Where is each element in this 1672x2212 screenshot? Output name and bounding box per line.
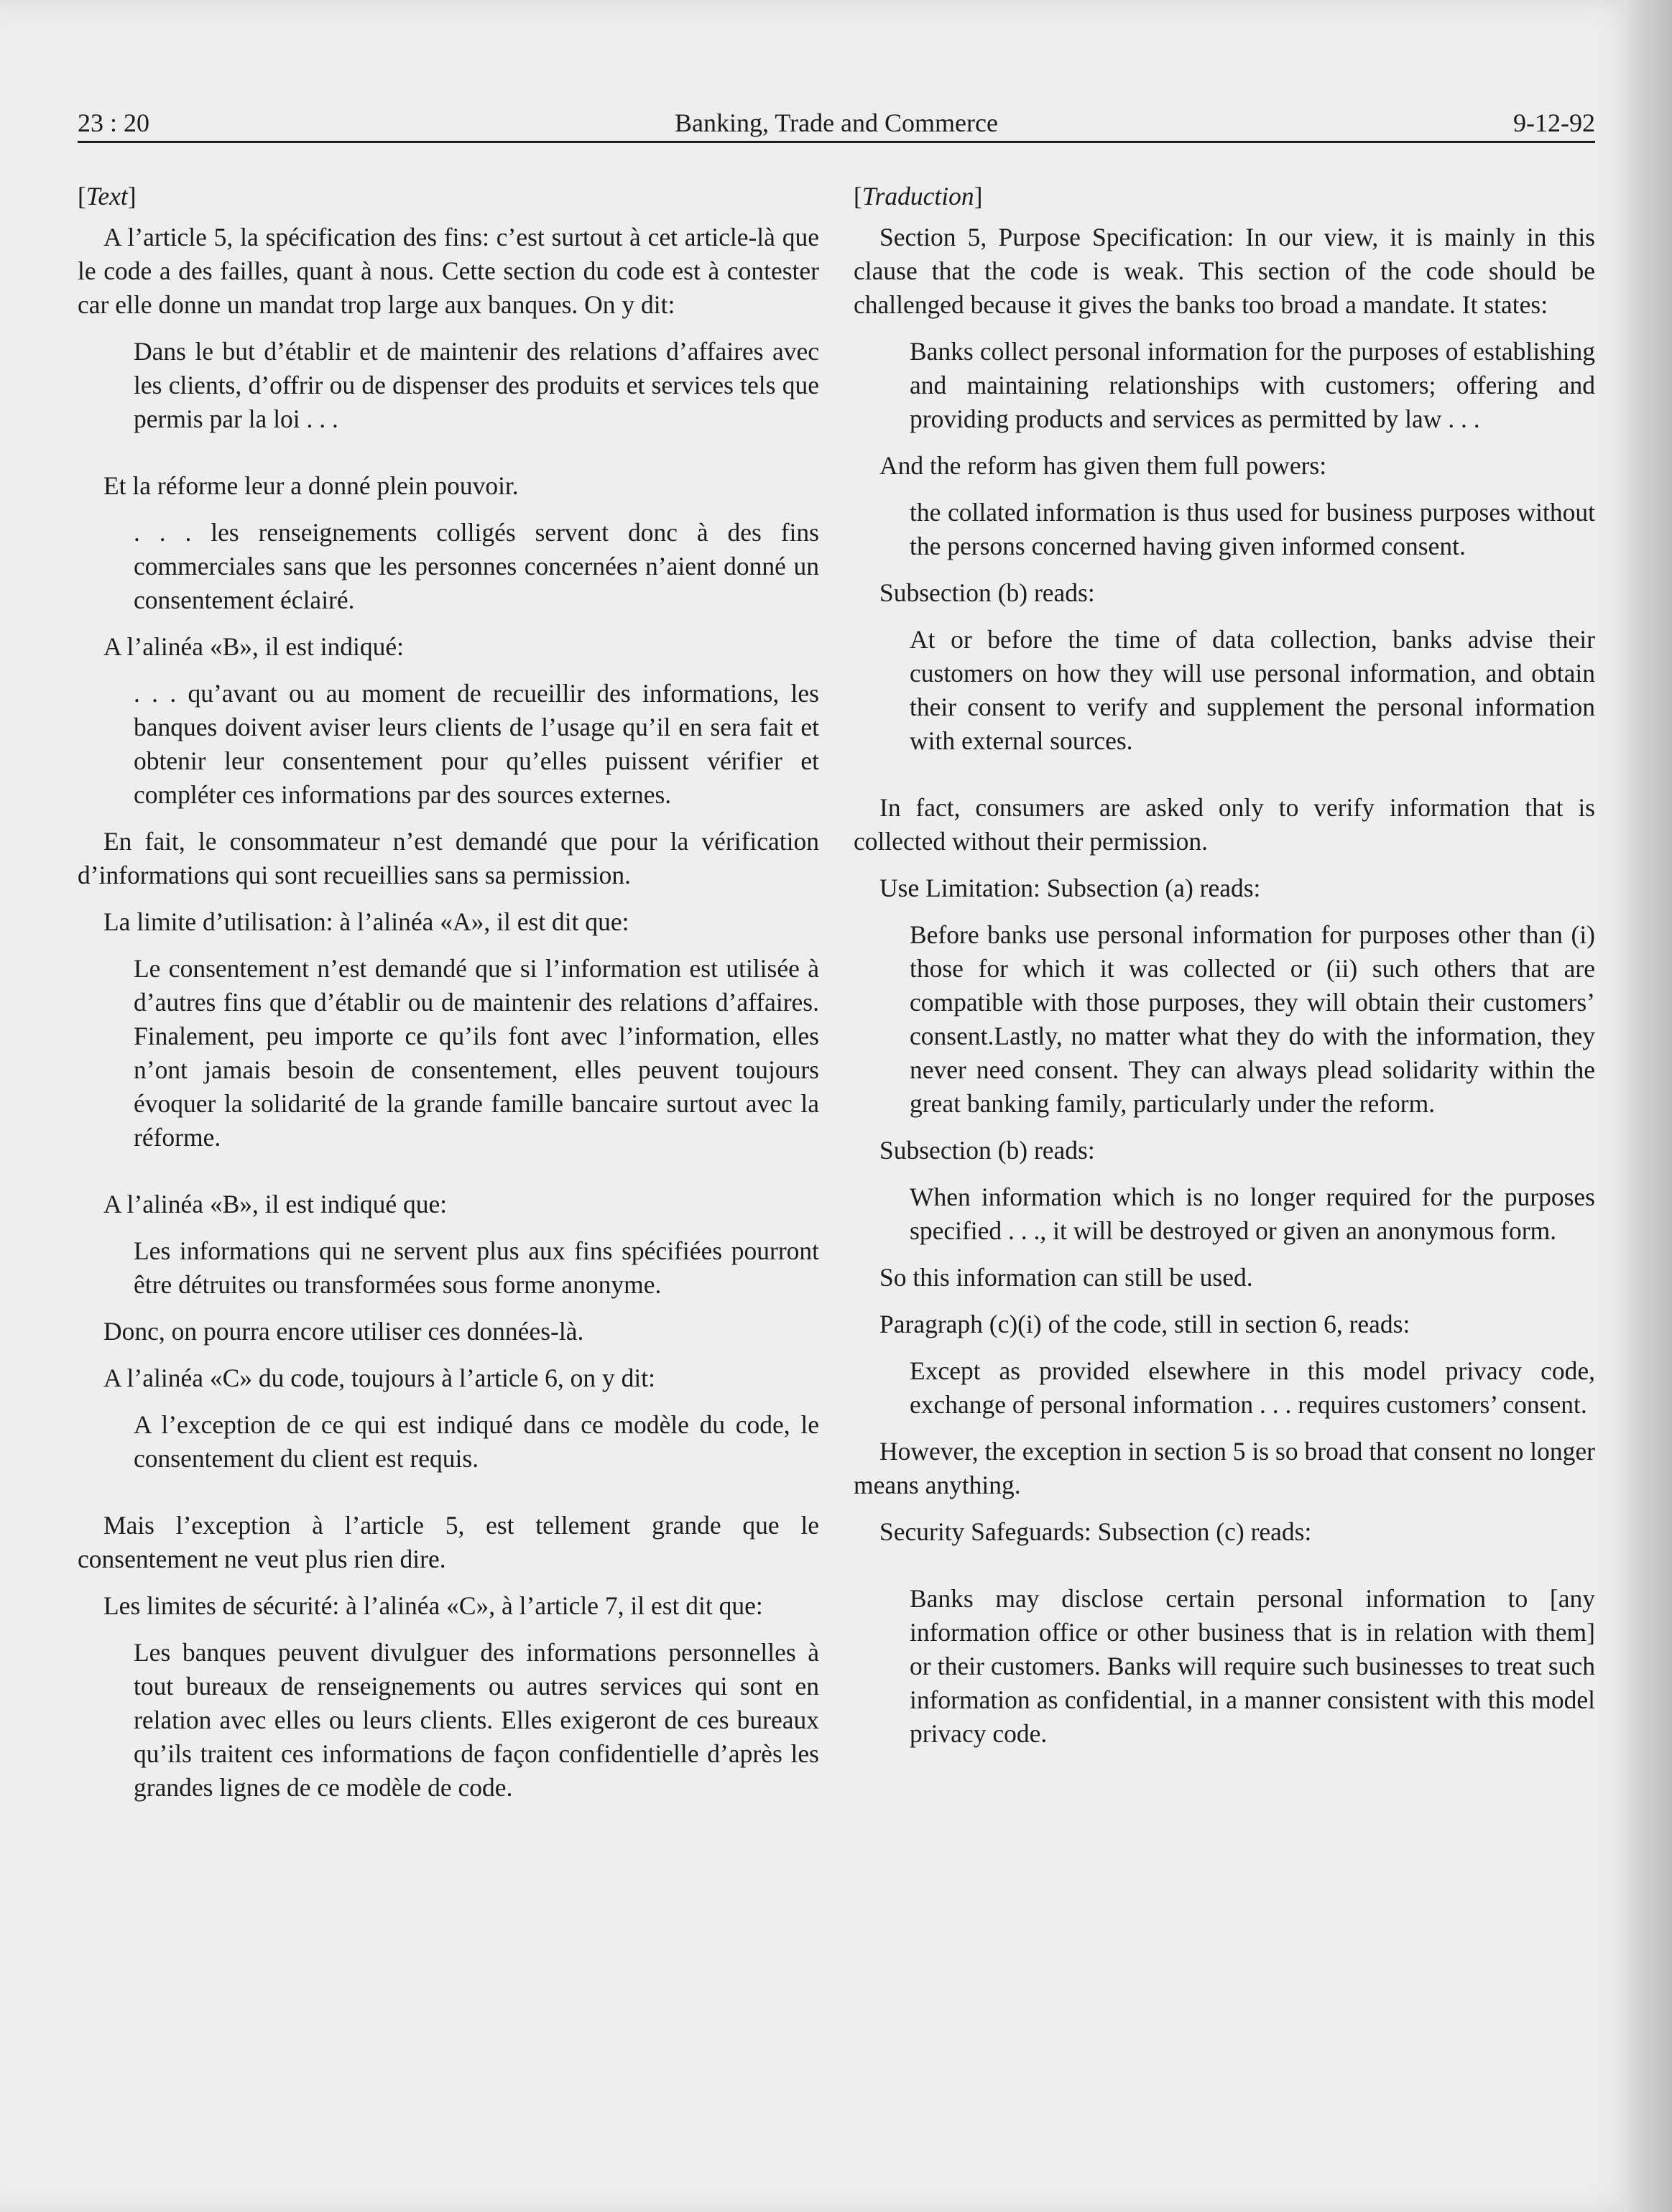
paragraph: Use Limitation: Subsection (a) reads: bbox=[879, 874, 1261, 902]
paragraph: However, the exception in section 5 is so broad that consent no longer means anything. bbox=[854, 1437, 1595, 1499]
paragraph: Les limites de sécurité: à l’alinéa «C», à l’article 7, il est dit que: bbox=[103, 1591, 763, 1620]
paragraph: Et la réforme leur a donné plein pouvoir. bbox=[103, 471, 519, 500]
quotation: When information which is no longer required for the purposes specified . . ., it will be destroyed or given an anonymous form. bbox=[910, 1183, 1595, 1245]
paragraph: A l’article 5, la spécification des fins: c’est surtout à cet article-là que le code a des failles, quant à nous. Cette section du code est à contester car elle donne un mandat trop large aux banques. On y dit: bbox=[78, 223, 819, 319]
paragraph: A l’alinéa «C» du code, toujours à l’article 6, on y dit: bbox=[103, 1364, 655, 1392]
quotation: Dans le but d’établir et de maintenir des relations d’affaires avec les clients, d’offrir ou de dispenser des produits et services tels que permis par la loi . . . bbox=[134, 337, 819, 433]
page-number: 23 : 20 bbox=[78, 108, 150, 137]
quotation: Banks collect personal information for the purposes of establishing and maintaining relationships with customers; offering and providing products and services as permitted by law . . . bbox=[910, 337, 1595, 433]
page-edge bbox=[1624, 0, 1672, 2212]
column-label: [Text] bbox=[78, 182, 137, 210]
quotation: Banks may disclose certain personal information to [any information office or other business that is in relation with them] or their customers. Banks will require such businesses to treat such information as confidential, in a manner consistent with this model privacy code. bbox=[910, 1584, 1595, 1748]
quotation: Except as provided elsewhere in this model privacy code, exchange of personal information . . . requires customers’ consent. bbox=[910, 1356, 1595, 1419]
quotation: Before banks use personal information for purposes other than (i) those for which it was collected or (ii) such others that are compatible with those purposes, they will obtain their customers’ consent.Lastly, no matter what they do with the information, they never need consent. They can always plead solidarity within the great banking family, particularly under the reform. bbox=[910, 920, 1595, 1118]
page-date: 9-12-92 bbox=[1513, 108, 1595, 137]
quotation: . . . qu’avant ou au moment de recueillir des informations, les banques doivent aviser leurs clients de l’usage qu’il en sera fait et obtenir leur consentement pour qu’elles puissent vérifier et compléter ces informations par des sources externes. bbox=[134, 679, 819, 809]
quotation: . . . les renseignements colligés servent donc à des fins commerciales sans que les personnes concernées n’aient donné un consentement éclairé. bbox=[134, 518, 819, 614]
paragraph: Security Safeguards: Subsection (c) reads: bbox=[879, 1517, 1312, 1546]
paragraph: Paragraph (c)(i) of the code, still in section 6, reads: bbox=[879, 1310, 1410, 1338]
quotation: the collated information is thus used for business purposes without the persons concerned having given informed consent. bbox=[910, 498, 1595, 560]
french-text-column bbox=[78, 180, 819, 1818]
column-label: [Traduction] bbox=[854, 182, 983, 210]
quotation: A l’exception de ce qui est indiqué dans ce modèle du code, le consentement du client est requis. bbox=[134, 1410, 819, 1473]
paragraph: En fait, le consommateur n’est demandé que pour la vérification d’informations qui sont recueillies sans sa permission. bbox=[78, 827, 819, 889]
quotation: Les informations qui ne servent plus aux fins spécifiées pourront être détruites ou transformées sous forme anonyme. bbox=[134, 1236, 819, 1299]
paragraph: Section 5, Purpose Specification: In our view, it is mainly in this clause that the code is weak. This section of the code should be challenged because it gives the banks too broad a mandate. It states: bbox=[854, 223, 1595, 319]
paragraph: A l’alinéa «B», il est indiqué: bbox=[103, 632, 405, 661]
quotation: At or before the time of data collection, banks advise their customers on how they will use personal information, and obtain their consent to verify and supplement the personal information with external sources. bbox=[910, 625, 1595, 755]
paragraph: Subsection (b) reads: bbox=[879, 1136, 1095, 1165]
paragraph: La limite d’utilisation: à l’alinéa «A», il est dit que: bbox=[103, 907, 629, 936]
paragraph: A l’alinéa «B», il est indiqué que: bbox=[103, 1190, 448, 1218]
paragraph: Donc, on pourra encore utiliser ces données-là. bbox=[103, 1317, 584, 1346]
paragraph: In fact, consumers are asked only to verify information that is collected without their permission. bbox=[854, 793, 1595, 856]
paragraph: So this information can still be used. bbox=[879, 1263, 1253, 1292]
quotation: Le consentement n’est demandé que si l’information est utilisée à d’autres fins que d’établir ou de maintenir des relations d’affaires. Finalement, peu importe ce qu’ils font avec l’information, elles n’ont jamais besoin de consentement, elles peuvent toujours évoquer la solidarité de la grande famille bancaire surtout avec la réforme. bbox=[134, 954, 819, 1152]
page-header bbox=[78, 108, 1595, 143]
paragraph: Mais l’exception à l’article 5, est tellement grande que le consentement ne veut plus rien dire. bbox=[78, 1511, 819, 1573]
paragraph: And the reform has given them full powers: bbox=[879, 451, 1327, 480]
running-title: Banking, Trade and Commerce bbox=[675, 108, 998, 137]
paragraph: Subsection (b) reads: bbox=[879, 578, 1095, 607]
english-translation-column bbox=[854, 180, 1595, 1764]
quotation: Les banques peuvent divulguer des informations personnelles à tout bureaux de renseignements ou autres services qui sont en relation avec elles ou leurs clients. Elles exigeront de ces bureaux qu’ils traitent ces informations de façon confidentielle d’après les grandes lignes de ce modèle de code. bbox=[134, 1638, 819, 1802]
